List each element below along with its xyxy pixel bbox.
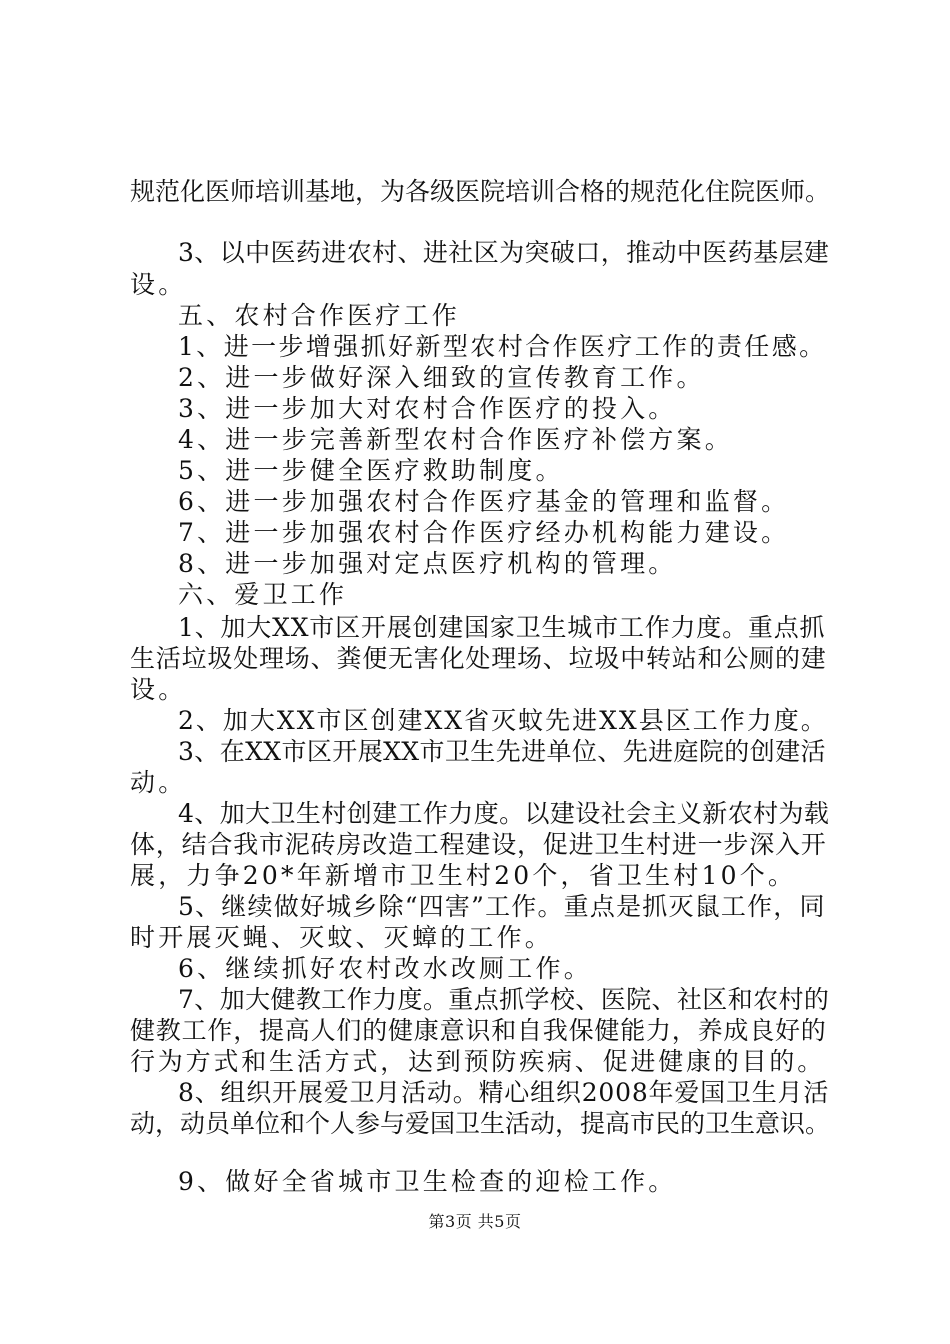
text-line: 1、加大XX市区开展创建国家卫生城市工作力度。重点抓 — [178, 613, 826, 642]
text-line: 6、进一步加强农村合作医疗基金的管理和监督。 — [178, 487, 790, 516]
text-line: 1、进一步增强抓好新型农村合作医疗工作的责任感。 — [178, 332, 827, 361]
text-line: 7、加大健教工作力度。重点抓学校、医院、社区和农村的 — [178, 985, 830, 1014]
text-line: 6、继续抓好农村改水改厕工作。 — [178, 954, 592, 983]
text-line: 2、加大XX市区创建XX省灭蚊先进XX县区工作力度。 — [178, 706, 828, 735]
text-line: 动，动员单位和个人参与爱国卫生活动，提高市民的卫生意识。 — [130, 1109, 831, 1138]
page-number-footer: 第3页 共5页 — [428, 1212, 522, 1231]
text-line: 设。 — [130, 270, 187, 299]
text-line: 3、在XX市区开展XX市卫生先进单位、先进庭院的创建活 — [178, 737, 826, 766]
text-line: 健教工作，提高人们的健康意识和自我保健能力，养成良好的 — [130, 1016, 827, 1045]
section-heading: 六、爱卫工作 — [178, 580, 348, 609]
text-line: 3、进一步加大对农村合作医疗的投入。 — [178, 394, 677, 423]
text-line: 8、组织开展爱卫月活动。精心组织2008年爱国卫生月活 — [178, 1078, 830, 1107]
text-line: 展，力争20*年新增市卫生村20个，省卫生村10个。 — [130, 861, 797, 890]
text-line: 行为方式和生活方式，达到预防疾病、促进健康的目的。 — [130, 1047, 826, 1076]
text-line: 设。 — [130, 675, 187, 704]
text-line: 5、继续做好城乡除“四害”工作。重点是抓灭鼠工作，同 — [178, 892, 826, 921]
text-line: 3、以中医药进农村、进社区为突破口，推动中医药基层建 — [178, 238, 830, 267]
text-line: 2、进一步做好深入细致的宣传教育工作。 — [178, 363, 705, 392]
text-line: 动。 — [130, 768, 187, 797]
text-line: 体，结合我市泥砖房改造工程建设，促进卫生村进一步深入开 — [130, 830, 827, 859]
text-line: 时开展灭蝇、灭蚊、灭蟑的工作。 — [130, 923, 554, 952]
text-line: 规范化医师培训基地，为各级医院培训合格的规范化住院医师。 — [130, 177, 831, 206]
section-heading: 五、农村合作医疗工作 — [178, 301, 461, 330]
text-line: 生活垃圾处理场、粪便无害化处理场、垃圾中转站和公厕的建 — [130, 644, 827, 673]
text-line: 5、进一步健全医疗救助制度。 — [178, 456, 564, 485]
text-line: 4、进一步完善新型农村合作医疗补偿方案。 — [178, 425, 733, 454]
text-line: 9、做好全省城市卫生检查的迎检工作。 — [178, 1167, 677, 1196]
text-line: 4、加大卫生村创建工作力度。以建设社会主义新农村为载 — [178, 799, 830, 828]
text-line: 7、进一步加强农村合作医疗经办机构能力建设。 — [178, 518, 790, 547]
text-line: 8、进一步加强对定点医疗机构的管理。 — [178, 549, 677, 578]
